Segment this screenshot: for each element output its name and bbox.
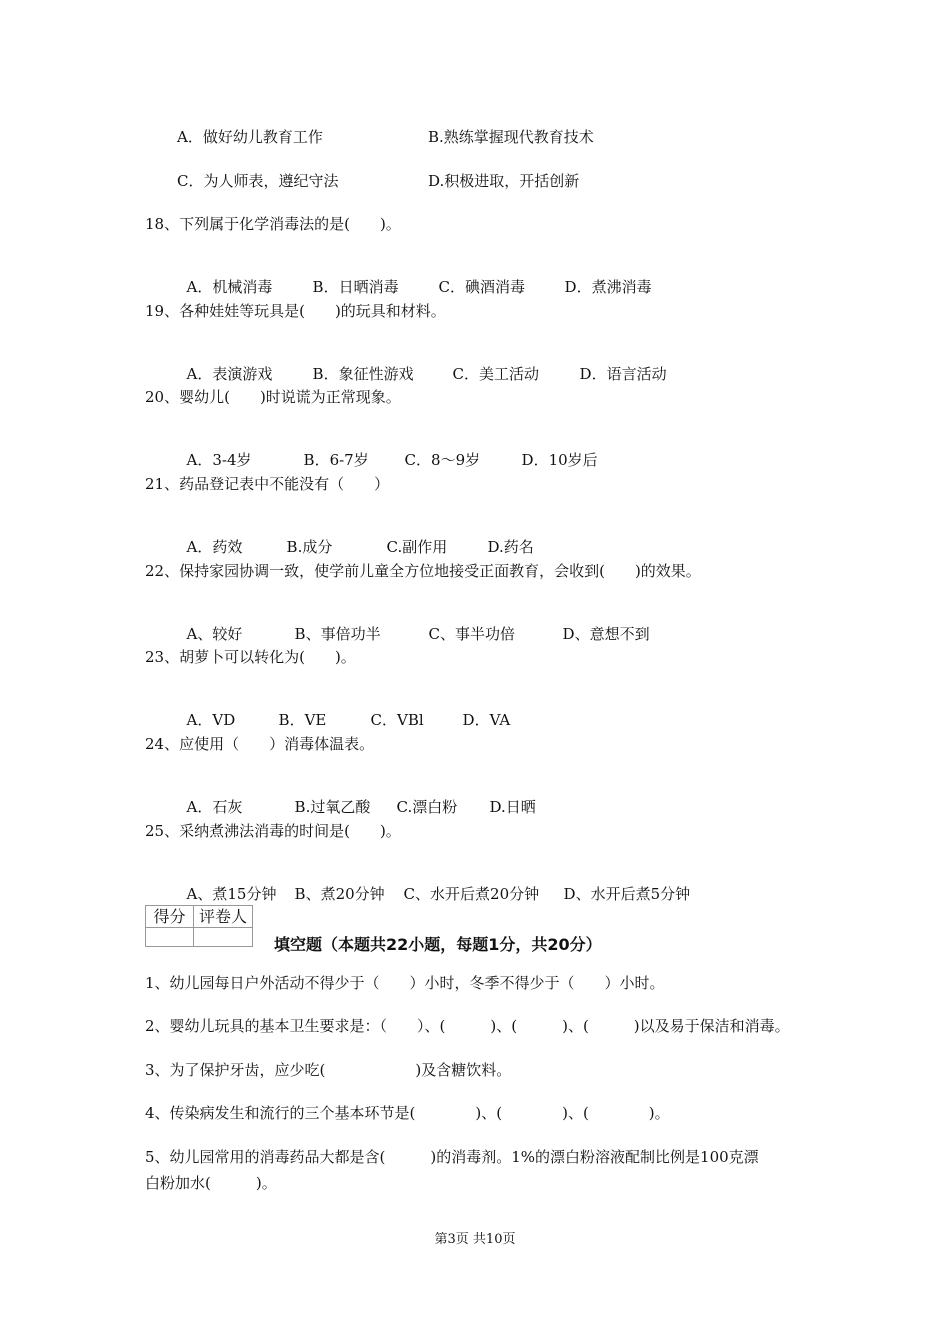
fill-question-2: 2、婴幼儿玩具的基本卫生要求是：（ ）、( )、( )、( )以及易于保洁和消毒。	[145, 1017, 790, 1035]
q17-option-c: C．为人师表，遵纪守法	[177, 172, 339, 190]
option-d: D、水开后煮5分钟	[563, 885, 691, 903]
question-18-options	[177, 257, 652, 297]
option-b: B、事倍功半	[294, 625, 381, 643]
option-b: B．6-7岁	[303, 451, 369, 469]
question-18: 18、下列属于化学消毒法的是( )。	[145, 215, 401, 233]
question-23: 23、胡萝卜可以转化为( )。	[145, 648, 356, 666]
question-19: 19、各种娃娃等玩具是( )的玩具和材料。	[145, 302, 446, 320]
question-24: 24、应使用（ ）消毒体温表。	[145, 735, 375, 753]
question-25: 25、采纳煮沸法消毒的时间是( )。	[145, 822, 401, 840]
option-b: B．VE	[278, 711, 327, 729]
score-label: 得分	[146, 906, 194, 927]
option-a: A．机械消毒	[186, 278, 273, 296]
score-box	[145, 905, 253, 947]
question-22-options	[177, 604, 650, 644]
question-19-options	[177, 344, 667, 384]
fill-question-3: 3、为了保护牙齿，应少吃( )及含糖饮料。	[145, 1061, 512, 1079]
option-c: C、事半功倍	[428, 625, 516, 643]
option-c: C．VBl	[370, 711, 424, 729]
option-a: A．药效	[186, 538, 243, 556]
option-c: C．8～9岁	[404, 451, 481, 469]
option-c: C．美工活动	[452, 365, 540, 383]
option-c: C.副作用	[386, 538, 448, 556]
fill-question-5: 5、幼儿园常用的消毒药品大都是含( )的消毒剂。1%的漂白粉溶液配制比例是100克漂	[145, 1148, 759, 1166]
option-b: B．日晒消毒	[312, 278, 399, 296]
option-d: D．煮沸消毒	[564, 278, 652, 296]
question-22: 22、保持家园协调一致，使学前儿童全方位地接受正面教育，会收到( )的效果。	[145, 562, 701, 580]
option-d: D.日晒	[489, 798, 536, 816]
option-b: B、煮20分钟	[294, 885, 385, 903]
option-d: D．10岁后	[521, 451, 598, 469]
option-a: A．3-4岁	[186, 451, 252, 469]
question-21-options	[177, 517, 534, 557]
question-21: 21、药品登记表中不能没有（ ）	[145, 475, 390, 493]
option-b: B．象征性游戏	[312, 365, 414, 383]
page-footer: 第3页 共10页	[434, 1232, 516, 1247]
fill-question-4: 4、传染病发生和流行的三个基本环节是( )、( )、( )。	[145, 1104, 670, 1122]
option-b: B.过氧乙酸	[294, 798, 371, 816]
question-23-options	[177, 690, 510, 730]
grader-label: 评卷人	[198, 907, 247, 926]
option-d: D．VA	[462, 711, 511, 729]
option-c: C、水开后煮20分钟	[403, 885, 540, 903]
option-a: A、较好	[186, 625, 243, 643]
option-c: C．碘酒消毒	[438, 278, 526, 296]
q17-option-b: B.熟练掌握现代教育技术	[428, 128, 594, 146]
section-title: 填空题（本题共22小题，每题1分，共20分）	[274, 935, 602, 954]
question-25-options	[177, 864, 690, 904]
option-a: A．石灰	[186, 798, 243, 816]
q17-option-d: D.积极进取，开括创新	[428, 172, 580, 190]
option-d: D.药名	[487, 538, 534, 556]
option-c: C.漂白粉	[396, 798, 458, 816]
option-b: B.成分	[286, 538, 333, 556]
option-a: A．VD	[186, 711, 236, 729]
score-entry-row	[146, 927, 252, 947]
question-24-options	[177, 777, 536, 817]
question-20-options	[177, 430, 598, 470]
option-a: A、煮15分钟	[186, 885, 277, 903]
fill-question-1: 1、幼儿园每日户外活动不得少于（ ）小时，冬季不得少于（ ）小时。	[145, 974, 665, 992]
option-d: D．语言活动	[579, 365, 667, 383]
question-20: 20、婴幼儿( )时说谎为正常现象。	[145, 388, 401, 406]
option-a: A．表演游戏	[186, 365, 273, 383]
option-d: D、意想不到	[562, 625, 650, 643]
fill-question-5-continued: 白粉加水( )。	[145, 1174, 277, 1192]
q17-option-a: A．做好幼儿教育工作	[177, 128, 323, 146]
